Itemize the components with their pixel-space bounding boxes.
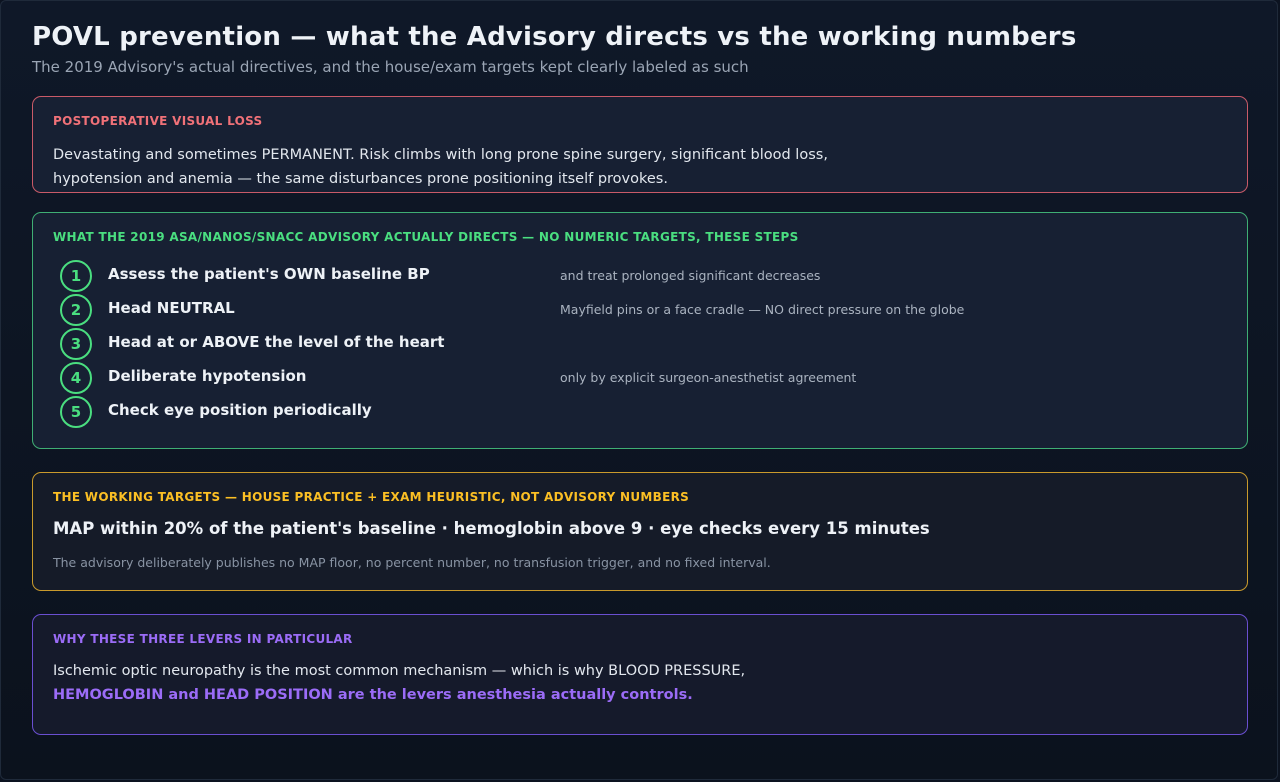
working-targets-text: MAP within 20% of the patient's baseline · hemoglobin above 9 · eye checks every 15 minutes: [53, 519, 930, 538]
step-note: Mayfield pins or a face cradle — NO direct pressure on the globe: [560, 302, 965, 317]
step-number-badge: 4: [60, 362, 92, 394]
povl-line-1: Devastating and sometimes PERMANENT. Risk climbs with long prone spine surgery, significant blood loss,: [53, 147, 828, 163]
advisory-step: [33, 260, 1247, 290]
step-number-badge: 1: [60, 260, 92, 292]
advisory-step: [33, 328, 1247, 358]
povl-card: [32, 96, 1248, 193]
step-number-badge: 2: [60, 294, 92, 326]
step-number-badge: 3: [60, 328, 92, 360]
working-targets-card: [32, 472, 1248, 591]
advisory-card-label: WHAT THE 2019 ASA/NANOS/SNACC ADVISORY ACTUALLY DIRECTS — NO NUMERIC TARGETS, THESE STEPS: [53, 230, 799, 244]
povl-card-label: POSTOPERATIVE VISUAL LOSS: [53, 114, 263, 128]
advisory-step: [33, 396, 1247, 426]
levers-card: [32, 614, 1248, 735]
page-title: POVL prevention — what the Advisory directs vs the working numbers: [32, 22, 1077, 52]
advisory-step: [33, 294, 1247, 324]
step-text: Check eye position periodically: [108, 401, 372, 419]
levers-line-2: HEMOGLOBIN and HEAD POSITION are the levers anesthesia actually controls.: [53, 687, 693, 703]
povl-line-2: hypotension and anemia — the same disturbances prone positioning itself provokes.: [53, 171, 668, 187]
advisory-step: [33, 362, 1247, 392]
step-note: and treat prolonged significant decreases: [560, 268, 821, 283]
working-targets-note: The advisory deliberately publishes no MAP floor, no percent number, no transfusion trigger, and no fixed interval.: [53, 555, 771, 570]
levers-line-1: Ischemic optic neuropathy is the most common mechanism — which is why BLOOD PRESSURE,: [53, 663, 746, 679]
page-subtitle: The 2019 Advisory's actual directives, and the house/exam targets kept clearly labeled as such: [32, 58, 749, 76]
step-note: only by explicit surgeon-anesthetist agreement: [560, 370, 857, 385]
levers-label: WHY THESE THREE LEVERS IN PARTICULAR: [53, 632, 353, 646]
advisory-card: [32, 212, 1248, 449]
step-text: Head at or ABOVE the level of the heart: [108, 333, 445, 351]
step-text: Assess the patient's OWN baseline BP: [108, 265, 430, 283]
step-text: Deliberate hypotension: [108, 367, 307, 385]
povl-card-body: [53, 143, 828, 191]
step-text: Head NEUTRAL: [108, 299, 235, 317]
working-targets-label: THE WORKING TARGETS — HOUSE PRACTICE + EXAM HEURISTIC, NOT ADVISORY NUMBERS: [53, 490, 690, 504]
step-number-badge: 5: [60, 396, 92, 428]
